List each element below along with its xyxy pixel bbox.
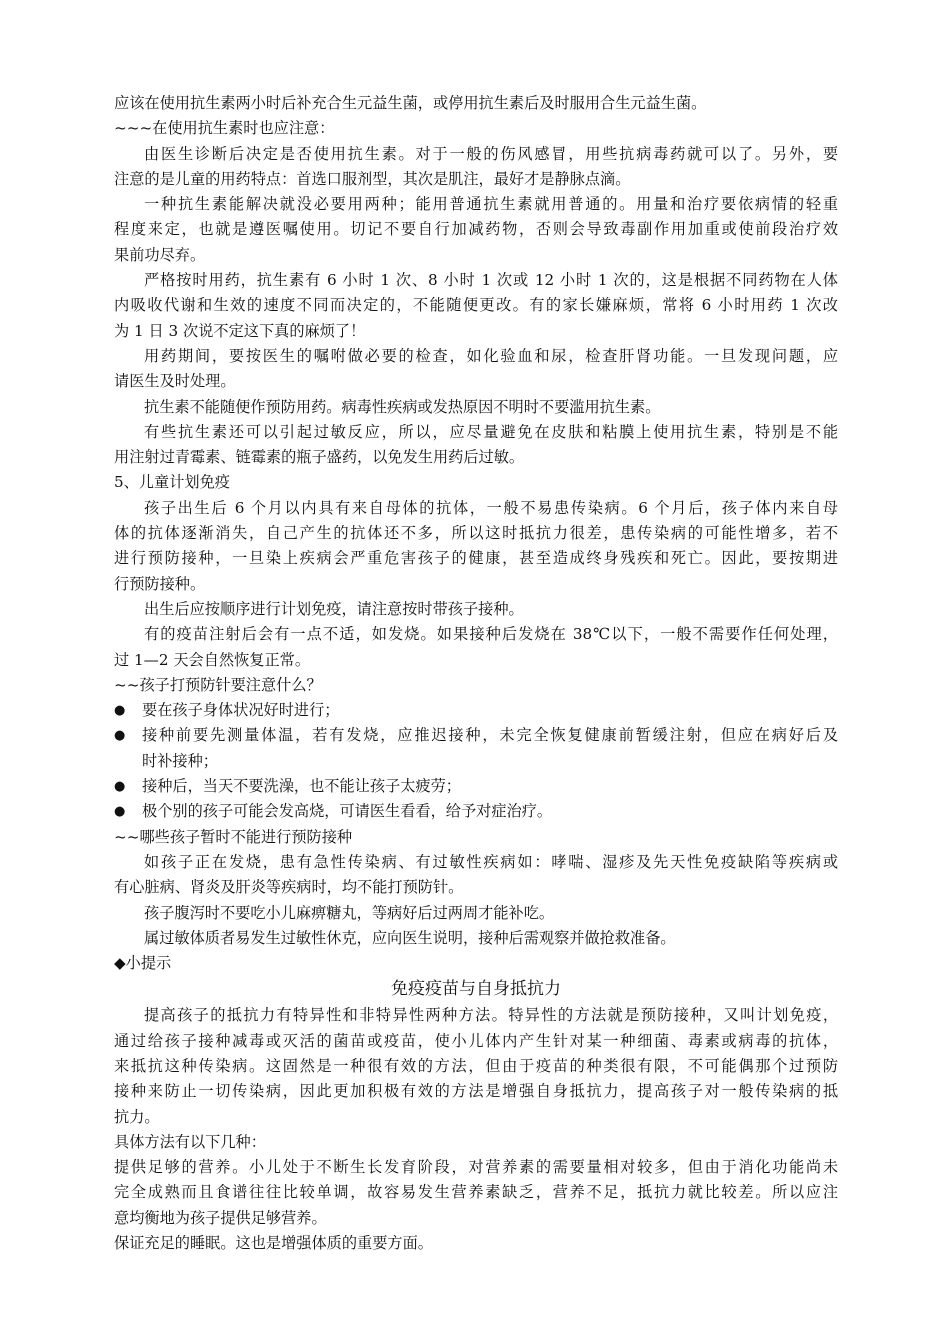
- text-line: 抗生素不能随便作预防用药。病毒性疾病或发热原因不明时不要滥用抗生素。: [144, 397, 661, 416]
- text-line: 保证充足的睡眠。这也是增强体质的重要方面。: [114, 1234, 433, 1253]
- text-line: 应该在使用抗生素两小时后补充合生元益生菌，或停用抗生素后及时服用合生元益生菌。: [114, 94, 707, 112]
- text-line: 体的抗体逐渐消失，自己产生的抗体还不多，所以这时抵抗力很差，患传染病的可能性增多，若不: [114, 524, 838, 543]
- text-line: ~~哪些孩子暂时不能进行预防接种: [114, 827, 353, 846]
- text-line: 提供足够的营养。小儿处于不断生长发育阶段，对营养素的需要量相对较多，但由于消化功能尚未: [114, 1158, 838, 1177]
- text-line: 过 1—2 天会自然恢复正常。: [114, 650, 311, 669]
- text-line: 行预防接种。: [114, 574, 206, 593]
- text-line: 抗力。: [114, 1107, 160, 1126]
- text-line: 果前功尽弃。: [114, 245, 206, 264]
- text-line: 来抵抗这种传染病。这固然是一种很有效的方法，但由于疫苗的种类很有限，不可能偶那个过预防: [114, 1056, 838, 1075]
- text-line: 孩子出生后 6 个月以内具有来自母体的抗体，一般不易患传染病。6 个月后，孩子体内来自母: [144, 498, 838, 517]
- text-line: 程度来定，也就是遵医嘱使用。切记不要自行加减药物，否则会导致毒副作用加重或使前段治疗效: [114, 220, 838, 239]
- bullet-icon: ●: [114, 779, 126, 795]
- section-title: 免疫疫苗与自身抵抗力: [391, 979, 561, 1000]
- bullet-item: [114, 698, 838, 723]
- text-line: 请医生及时处理。: [114, 372, 236, 391]
- text-line: 一种抗生素能解决就没必要用两种；能用普通抗生素就用普通的。用量和治疗要依病情的轻重: [144, 195, 838, 214]
- text-line: 如孩子正在发烧，患有急性传染病、有过敏性疾病如：哮喘、湿疹及先天性免疫缺陷等疾病或: [144, 852, 838, 871]
- bullet-text: 接种后，当天不要洗澡，也不能让孩子太疲劳；: [142, 777, 461, 796]
- text-line: 由医生诊断后决定是否使用抗生素。对于一般的伤风感冒，用些抗病毒药就可以了。另外，要: [144, 144, 838, 163]
- text-line: 意均衡地为孩子提供足够营养。: [114, 1208, 327, 1227]
- text-line: 内吸收代谢和生效的速度不同而决定的，不能随便更改。有的家长嫌麻烦，常将 6 小时用药 1 次改: [114, 296, 838, 315]
- bullet-item: [114, 723, 838, 748]
- text-line: 完全成熟而且食谱往往比较单调，故容易发生营养素缺乏，营养不足，抵抗力就比较差。所以应注: [114, 1183, 838, 1202]
- tip-heading: ◆小提示: [114, 954, 172, 973]
- section-heading: 5、儿童计划免疫: [114, 473, 230, 492]
- bullet-icon: ●: [114, 703, 126, 719]
- text-line: 注意的是儿童的用药特点：首选口服剂型，其次是肌注，最好才是静脉点滴。: [114, 169, 631, 188]
- text-line: 出生后应按顺序进行计划免疫，请注意按时带孩子接种。: [144, 599, 524, 618]
- text-line: 有的疫苗注射后会有一点不适，如发烧。如果接种后发烧在 38℃以下，一般不需要作任何处理，: [144, 625, 838, 644]
- text-line: 用注射过青霉素、链霉素的瓶子盛药，以免发生用药后过敏。: [114, 448, 525, 467]
- text-line: 具体方法有以下几种：: [114, 1132, 266, 1151]
- text-line: 提高孩子的抵抗力有特异性和非特异性两种方法。特异性的方法就是预防接种，又叫计划免疫，: [144, 1006, 838, 1025]
- text-line: 接种来防止一切传染病，因此更加积极有效的方法是增强自身抵抗力，提高孩子对一般传染病的抵: [114, 1082, 838, 1101]
- bullet-icon: ●: [114, 804, 126, 820]
- bullet-text-continued: 时补接种；: [142, 751, 218, 770]
- bullet-text: 要在孩子身体状况好时进行；: [142, 701, 340, 720]
- bullet-text: 极个别的孩子可能会发高烧，可请医生看看，给予对症治疗。: [142, 802, 553, 821]
- text-line: 进行预防接种，一旦染上疾病会严重危害孩子的健康，甚至造成终身残疾和死亡。因此，要按期进: [114, 549, 838, 568]
- text-line: 严格按时用药，抗生素有 6 小时 1 次、8 小时 1 次或 12 小时 1 次的，这是根据不同药物在人体: [144, 271, 838, 290]
- bullet-item: [114, 799, 838, 824]
- bullet-item: [114, 774, 838, 799]
- text-line: 有心脏病、肾炎及肝炎等疾病时，均不能打预防针。: [114, 878, 464, 897]
- text-line: 为 1 日 3 次说不定这下真的麻烦了！: [114, 321, 366, 340]
- text-line: 属过敏体质者易发生过敏性休克，应向医生说明，接种后需观察并做抢救准备。: [144, 928, 676, 947]
- text-line: 通过给孩子接种减毒或灭活的菌苗或疫苗，使小儿体内产生针对某一种细菌、毒素或病毒的抗体，: [114, 1031, 838, 1050]
- text-line: 用药期间，要按医生的嘱咐做必要的检查，如化验血和尿，检查肝肾功能。一旦发现问题，应: [144, 346, 838, 365]
- bullet-text: 接种前要先测量体温，若有发烧，应推迟接种，未完全恢复健康前暂缓注射，但应在病好后及: [142, 726, 838, 745]
- document-page: [114, 91, 838, 1256]
- bullet-icon: ●: [114, 728, 126, 744]
- text-line: ~~~在使用抗生素时也应注意：: [114, 119, 335, 138]
- text-line: 孩子腹泻时不要吃小儿麻痹糖丸，等病好后过两周才能补吃。: [144, 903, 555, 922]
- text-line: 有些抗生素还可以引起过敏反应，所以，应尽量避免在皮肤和粘膜上使用抗生素，特别是不能: [144, 422, 838, 441]
- text-line: ~~孩子打预防针要注意什么？: [114, 675, 322, 694]
